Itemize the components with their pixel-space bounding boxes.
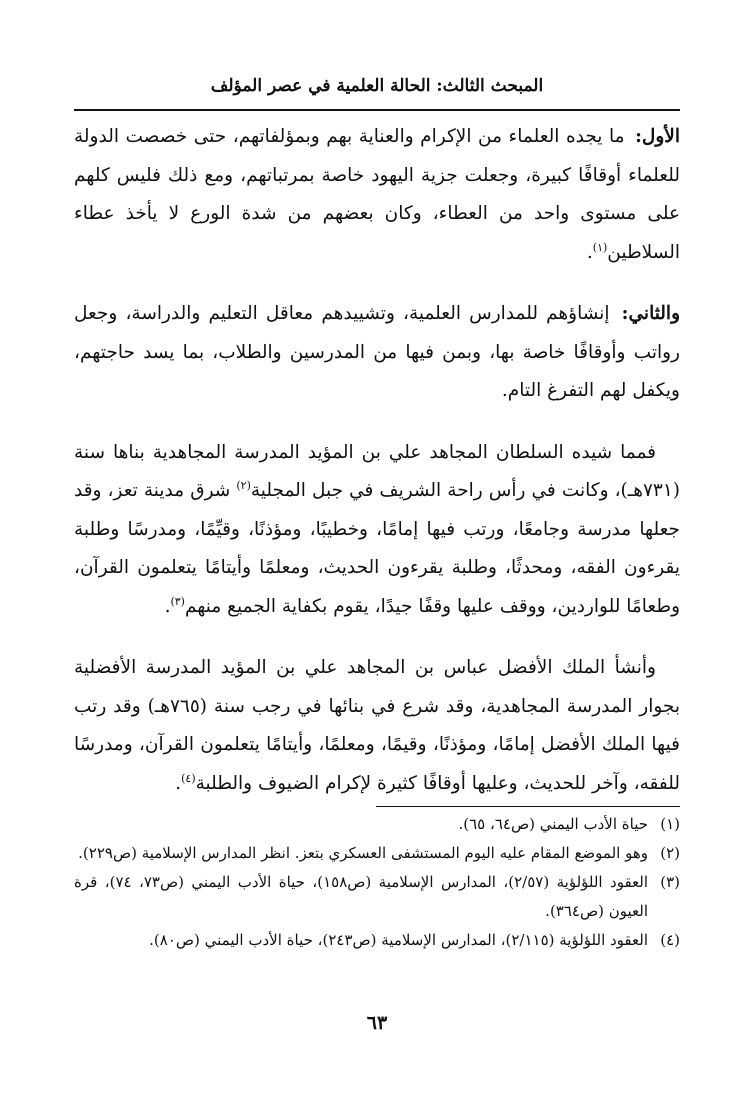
footnote-item <box>74 868 680 926</box>
paragraph-first-reason <box>74 118 680 272</box>
footnote-divider <box>376 806 680 807</box>
footnote-item <box>74 810 680 839</box>
main-text <box>74 118 680 826</box>
footnote-number: (٣) <box>660 873 680 891</box>
footnote-ref[interactable]: (٢) <box>236 478 251 492</box>
paragraph-lead: والثاني: <box>621 303 680 324</box>
footnote-text: وهو الموضع المقام عليه اليوم المستشفى العسكري بتعز. انظر المدارس الإسلامية (ص٢٢٩). <box>78 844 648 862</box>
paragraph-text: شرق مدينة تعز، وقد جعلها مدرسة وجامعًا، ورتب فيها إمامًا، وخطيبًا، ومؤذنًا، وقيِّمًا، ومدرسًا وطلبة يقرءون الفقه، ومحدثًا، وطلبة يقرءون الحديث، ومعلمًا وأيتامًا يتعلمون القرآن، وطعامًا للواردين، ووقف عليها وقفًا جيدًا، يقوم بكفاية الجميع منهم <box>74 480 680 617</box>
footnote-item <box>74 926 680 955</box>
footnote-number: (١) <box>660 815 680 833</box>
footnote-item <box>74 839 680 868</box>
footnote-number: (٢) <box>660 844 680 862</box>
footnote-ref[interactable]: (١) <box>592 240 608 254</box>
header-divider <box>74 109 680 111</box>
paragraph-second-reason <box>74 295 680 411</box>
paragraph-end: . <box>175 772 182 794</box>
paragraph-lead: الأول: <box>635 126 680 147</box>
footnotes <box>74 810 680 955</box>
paragraph-afdaliya-school <box>74 649 680 803</box>
page-number: ٦٣ <box>366 1012 388 1034</box>
paragraph-text: فمما شيده السلطان المجاهد علي بن المؤيد المدرسة المجاهدية بناها سنة (٧٣١هـ)، وكانت في رأس راحة الشريف في جبل المجلية <box>74 441 680 501</box>
paragraph-end: . <box>164 595 171 617</box>
footnote-ref[interactable]: (٣) <box>170 594 185 608</box>
paragraph-end: . <box>586 241 593 263</box>
paragraph-text: ما يجده العلماء من الإكرام والعناية بهم وبمؤلفاتهم، حتى خصصت الدولة للعلماء أوقافًا كبيرة، وجعلت جزية اليهود خاصة بمرتباتهم، ومع ذلك فليس كلهم على مستوى واحد من العطاء، وكان بعضهم من شدة الورع لا يأخذ عطاء السلاطين <box>74 126 680 263</box>
footnote-number: (٤) <box>660 931 680 949</box>
paragraph-text: إنشاؤهم للمدارس العلمية، وتشييدهم معاقل التعليم والدراسة، وجعل رواتب وأوقافًا خاصة بها، وبمن فيها من المدرسين والطلاب، بما يسد حاجتهم، ويكفل لهم التفرغ التام. <box>74 303 680 401</box>
footnote-text: العقود اللؤلؤية (٢/١١٥)، المدارس الإسلامية (ص٢٤٣)، حياة الأدب اليمني (ص٨٠). <box>149 931 648 949</box>
paragraph-mujahidiya-school <box>74 434 680 627</box>
footnote-text: حياة الأدب اليمني (ص٦٤، ٦٥). <box>458 815 648 833</box>
paragraph-text: وأنشأ الملك الأفضل عباس بن المجاهد علي بن المؤيد المدرسة الأفضلية بجوار المدرسة المجاهدية، وقد شرع في بنائها في رجب سنة (٧٦٥هـ) وقد رتب فيها الملك الأفضل إمامًا، ومؤذنًا، وقيمًا، ومعلمًا، وأيتامًا يتعلمون القرآن، ومدرسًا للفقه، وآخر للحديث، وعليها أوقافًا كثيرة لإكرام الضيوف والطلبة <box>74 657 680 794</box>
footnote-text: العقود اللؤلؤية (٢/٥٧)، المدارس الإسلامية (ص١٥٨)، حياة الأدب اليمني (ص٧٣، ٧٤)، قرة العيون (ص٣٦٤). <box>74 873 649 920</box>
running-header: المبحث الثالث: الحالة العلمية في عصر المؤلف <box>210 76 544 96</box>
footnote-ref[interactable]: (٤) <box>181 771 196 785</box>
